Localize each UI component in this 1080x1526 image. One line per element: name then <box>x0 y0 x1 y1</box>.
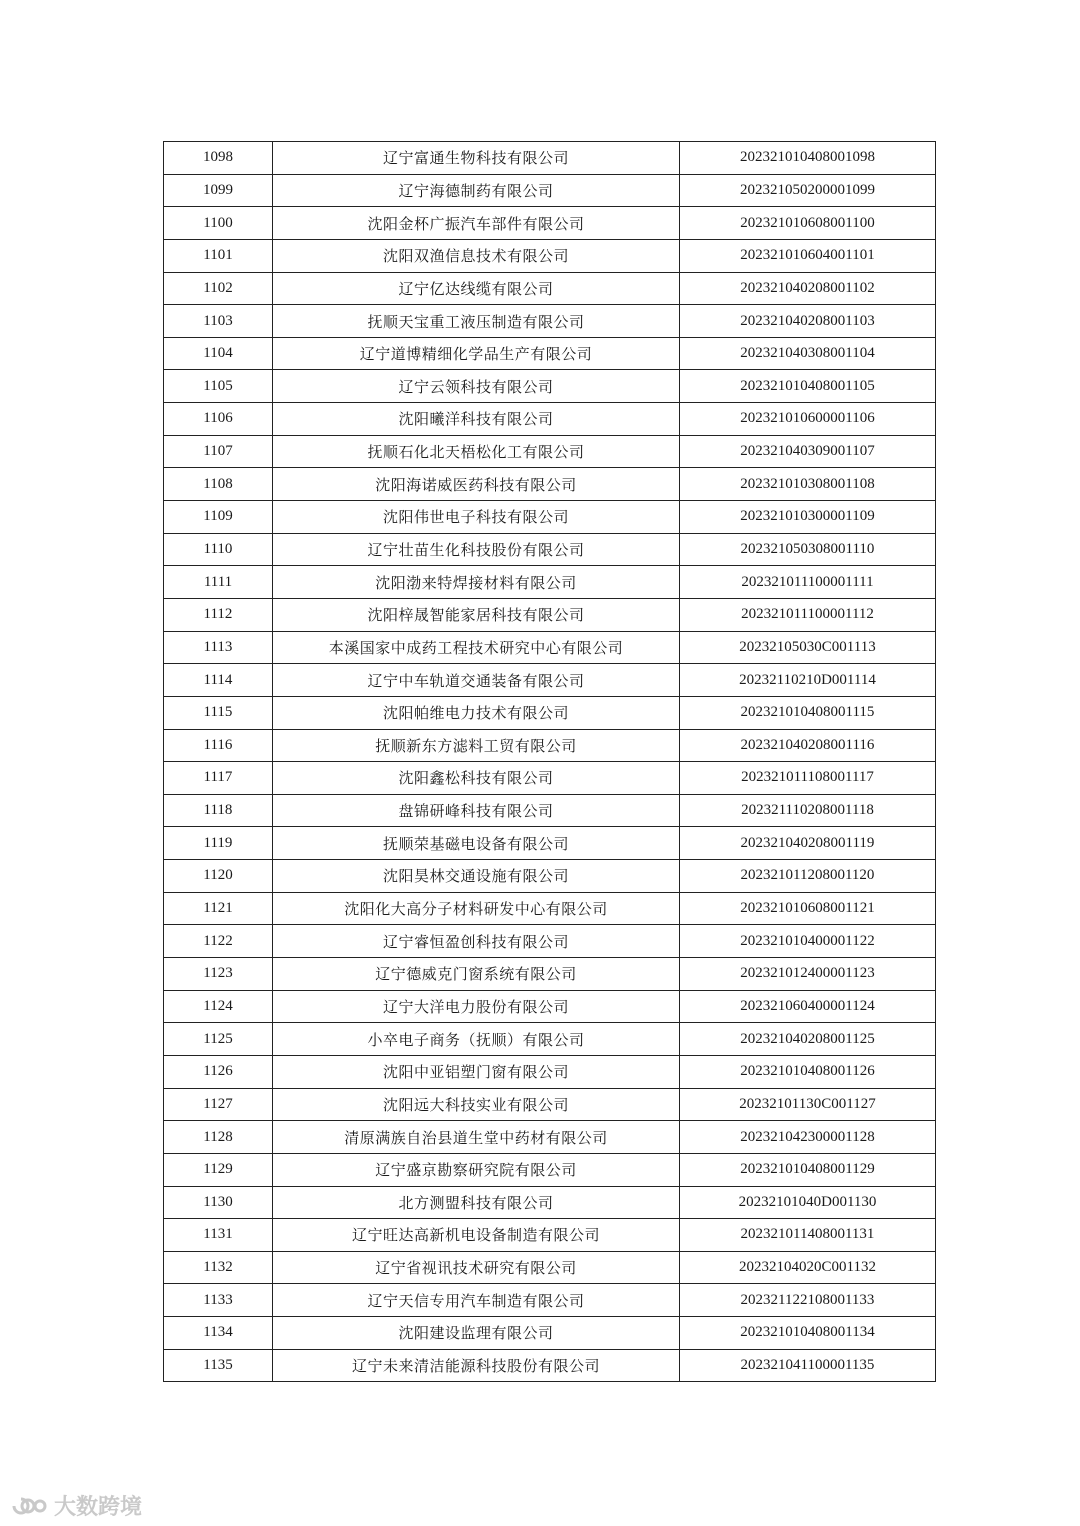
row-number: 1109 <box>164 501 273 534</box>
registration-code: 202321010300001109 <box>680 501 936 534</box>
table-row <box>164 925 936 958</box>
row-number: 1114 <box>164 664 273 697</box>
table-row <box>164 239 936 272</box>
company-name: 盘锦研峰科技有限公司 <box>273 794 680 827</box>
brand-logo-icon <box>8 1493 48 1519</box>
company-name: 本溪国家中成药工程技术研究中心有限公司 <box>273 631 680 664</box>
row-number: 1113 <box>164 631 273 664</box>
registration-code: 20232101040D001130 <box>680 1186 936 1219</box>
row-number: 1106 <box>164 403 273 436</box>
table-row <box>164 664 936 697</box>
table-row <box>164 860 936 893</box>
registration-code: 202321011408001131 <box>680 1219 936 1252</box>
company-name: 辽宁天信专用汽车制造有限公司 <box>273 1284 680 1317</box>
registration-code: 202321010408001134 <box>680 1317 936 1350</box>
row-number: 1099 <box>164 174 273 207</box>
table-row <box>164 142 936 175</box>
registration-code: 202321010408001129 <box>680 1153 936 1186</box>
row-number: 1098 <box>164 142 273 175</box>
registration-code: 202321040208001103 <box>680 305 936 338</box>
company-name: 辽宁富通生物科技有限公司 <box>273 142 680 175</box>
registration-code: 202321010408001098 <box>680 142 936 175</box>
row-number: 1131 <box>164 1219 273 1252</box>
row-number: 1128 <box>164 1121 273 1154</box>
table-row <box>164 892 936 925</box>
row-number: 1118 <box>164 794 273 827</box>
table-row <box>164 762 936 795</box>
row-number: 1126 <box>164 1055 273 1088</box>
row-number: 1105 <box>164 370 273 403</box>
company-name: 沈阳金杯广振汽车部件有限公司 <box>273 207 680 240</box>
table-body <box>164 142 936 1382</box>
table-row <box>164 1121 936 1154</box>
table-row <box>164 729 936 762</box>
registration-code: 202321060400001124 <box>680 990 936 1023</box>
table-row <box>164 631 936 664</box>
row-number: 1112 <box>164 598 273 631</box>
row-number: 1110 <box>164 533 273 566</box>
row-number: 1135 <box>164 1349 273 1382</box>
row-number: 1127 <box>164 1088 273 1121</box>
company-name: 抚顺石化北天梧松化工有限公司 <box>273 435 680 468</box>
row-number: 1115 <box>164 696 273 729</box>
table-row <box>164 1088 936 1121</box>
registration-code: 202321040208001125 <box>680 1023 936 1056</box>
registration-code: 202321010608001100 <box>680 207 936 240</box>
company-list-table <box>163 141 936 1382</box>
row-number: 1134 <box>164 1317 273 1350</box>
table-row <box>164 1153 936 1186</box>
table-row <box>164 598 936 631</box>
table-row <box>164 1284 936 1317</box>
row-number: 1133 <box>164 1284 273 1317</box>
table-row <box>164 794 936 827</box>
registration-code: 202321110208001118 <box>680 794 936 827</box>
registration-code: 202321010608001121 <box>680 892 936 925</box>
company-name: 沈阳伟世电子科技有限公司 <box>273 501 680 534</box>
company-name: 抚顺荣基磁电设备有限公司 <box>273 827 680 860</box>
registration-code: 202321010408001126 <box>680 1055 936 1088</box>
row-number: 1102 <box>164 272 273 305</box>
registration-code: 202321011108001117 <box>680 762 936 795</box>
registration-code: 202321010408001115 <box>680 696 936 729</box>
registration-code: 202321040309001107 <box>680 435 936 468</box>
table-row <box>164 370 936 403</box>
company-name: 辽宁大洋电力股份有限公司 <box>273 990 680 1023</box>
company-name: 沈阳鑫松科技有限公司 <box>273 762 680 795</box>
table-row <box>164 696 936 729</box>
registration-code: 20232104020C001132 <box>680 1251 936 1284</box>
table-row <box>164 1023 936 1056</box>
table-row <box>164 272 936 305</box>
registration-code: 202321010408001105 <box>680 370 936 403</box>
row-number: 1122 <box>164 925 273 958</box>
row-number: 1121 <box>164 892 273 925</box>
registration-code: 202321042300001128 <box>680 1121 936 1154</box>
company-name: 辽宁海德制药有限公司 <box>273 174 680 207</box>
company-name: 沈阳曦洋科技有限公司 <box>273 403 680 436</box>
registration-code: 202321040208001102 <box>680 272 936 305</box>
registration-code: 202321012400001123 <box>680 958 936 991</box>
table-row <box>164 403 936 436</box>
table-row <box>164 174 936 207</box>
company-name: 抚顺天宝重工液压制造有限公司 <box>273 305 680 338</box>
registration-code: 20232101130C001127 <box>680 1088 936 1121</box>
row-number: 1117 <box>164 762 273 795</box>
company-name: 抚顺新东方滤料工贸有限公司 <box>273 729 680 762</box>
company-name: 辽宁云领科技有限公司 <box>273 370 680 403</box>
table-row <box>164 566 936 599</box>
company-name: 辽宁亿达线缆有限公司 <box>273 272 680 305</box>
row-number: 1107 <box>164 435 273 468</box>
row-number: 1120 <box>164 860 273 893</box>
company-name: 沈阳海诺威医药科技有限公司 <box>273 468 680 501</box>
table-row <box>164 990 936 1023</box>
registration-code: 202321010400001122 <box>680 925 936 958</box>
company-name: 辽宁壮苗生化科技股份有限公司 <box>273 533 680 566</box>
company-name: 沈阳建设监理有限公司 <box>273 1317 680 1350</box>
company-name: 辽宁盛京勘察研究院有限公司 <box>273 1153 680 1186</box>
company-name: 沈阳梓晟智能家居科技有限公司 <box>273 598 680 631</box>
registration-code: 20232105030C001113 <box>680 631 936 664</box>
company-name: 清原满族自治县道生堂中药材有限公司 <box>273 1121 680 1154</box>
company-name: 小卒电子商务（抚顺）有限公司 <box>273 1023 680 1056</box>
table-row <box>164 1055 936 1088</box>
table-row <box>164 827 936 860</box>
watermark-text: 大数跨境 <box>54 1495 143 1520</box>
row-number: 1123 <box>164 958 273 991</box>
row-number: 1119 <box>164 827 273 860</box>
company-name: 辽宁省视讯技术研究有限公司 <box>273 1251 680 1284</box>
registration-code: 202321122108001133 <box>680 1284 936 1317</box>
table-row <box>164 1219 936 1252</box>
row-number: 1100 <box>164 207 273 240</box>
row-number: 1108 <box>164 468 273 501</box>
company-name: 沈阳中亚铝塑门窗有限公司 <box>273 1055 680 1088</box>
company-name: 沈阳化大高分子材料研发中心有限公司 <box>273 892 680 925</box>
registration-code: 202321041100001135 <box>680 1349 936 1382</box>
company-name: 辽宁道博精细化学品生产有限公司 <box>273 337 680 370</box>
registration-code: 202321040208001119 <box>680 827 936 860</box>
table-row <box>164 501 936 534</box>
company-list-table-wrap <box>163 141 935 1382</box>
registration-code: 202321040208001116 <box>680 729 936 762</box>
row-number: 1129 <box>164 1153 273 1186</box>
row-number: 1101 <box>164 239 273 272</box>
table-row <box>164 958 936 991</box>
registration-code: 202321011100001111 <box>680 566 936 599</box>
table-row <box>164 1186 936 1219</box>
company-name: 沈阳昊林交通设施有限公司 <box>273 860 680 893</box>
row-number: 1103 <box>164 305 273 338</box>
registration-code: 202321010604001101 <box>680 239 936 272</box>
company-name: 沈阳远大科技实业有限公司 <box>273 1088 680 1121</box>
registration-code: 202321040308001104 <box>680 337 936 370</box>
table-row <box>164 1317 936 1350</box>
row-number: 1104 <box>164 337 273 370</box>
registration-code: 202321010600001106 <box>680 403 936 436</box>
table-row <box>164 435 936 468</box>
company-name: 沈阳渤来特焊接材料有限公司 <box>273 566 680 599</box>
registration-code: 20232110210D001114 <box>680 664 936 697</box>
table-row <box>164 468 936 501</box>
company-name: 北方测盟科技有限公司 <box>273 1186 680 1219</box>
table-row <box>164 533 936 566</box>
company-name: 辽宁未来清洁能源科技股份有限公司 <box>273 1349 680 1382</box>
company-name: 辽宁睿恒盈创科技有限公司 <box>273 925 680 958</box>
registration-code: 202321050308001110 <box>680 533 936 566</box>
table-row <box>164 337 936 370</box>
row-number: 1130 <box>164 1186 273 1219</box>
company-name: 辽宁中车轨道交通装备有限公司 <box>273 664 680 697</box>
registration-code: 202321010308001108 <box>680 468 936 501</box>
table-row <box>164 207 936 240</box>
table-row <box>164 305 936 338</box>
company-name: 辽宁德威克门窗系统有限公司 <box>273 958 680 991</box>
company-name: 沈阳双渔信息技术有限公司 <box>273 239 680 272</box>
registration-code: 202321011208001120 <box>680 860 936 893</box>
watermark <box>8 1490 142 1521</box>
company-name: 辽宁旺达高新机电设备制造有限公司 <box>273 1219 680 1252</box>
table-row <box>164 1349 936 1382</box>
registration-code: 202321050200001099 <box>680 174 936 207</box>
row-number: 1132 <box>164 1251 273 1284</box>
registration-code: 202321011100001112 <box>680 598 936 631</box>
row-number: 1124 <box>164 990 273 1023</box>
company-name: 沈阳帕维电力技术有限公司 <box>273 696 680 729</box>
row-number: 1125 <box>164 1023 273 1056</box>
row-number: 1111 <box>164 566 273 599</box>
table-row <box>164 1251 936 1284</box>
row-number: 1116 <box>164 729 273 762</box>
